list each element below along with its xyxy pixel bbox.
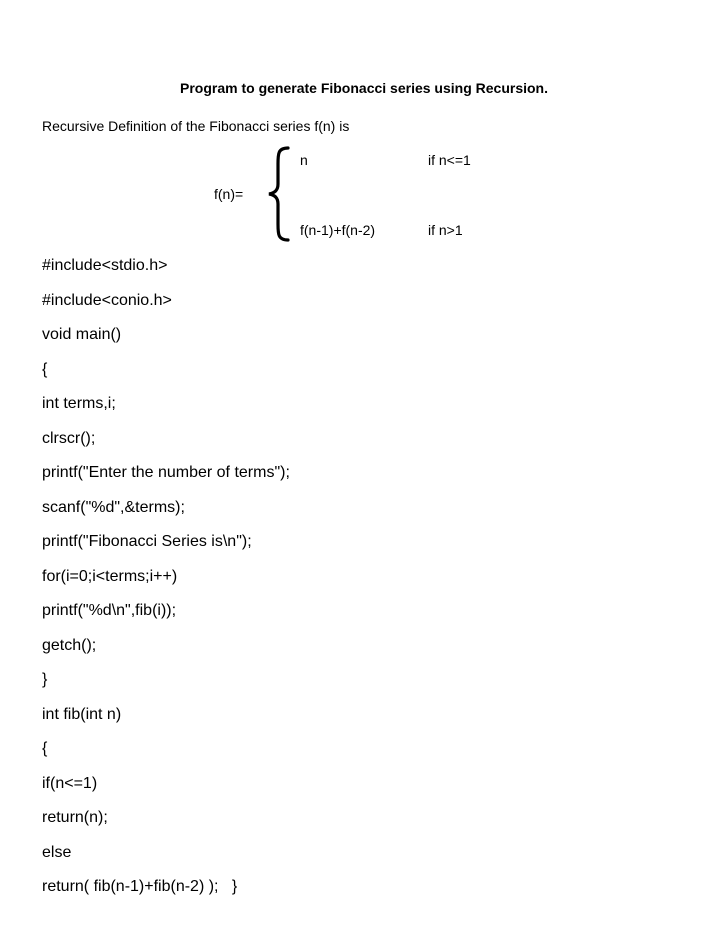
case-2-condition: if n>1 (428, 222, 463, 238)
code-listing (42, 256, 290, 912)
code-line: return(n); (42, 809, 108, 826)
code-line: #include<stdio.h> (42, 257, 168, 274)
case-1-condition: if n<=1 (428, 152, 471, 168)
code-line: { (42, 740, 48, 757)
code-line: return( fib(n-1)+fib(n-2) ); } (42, 878, 238, 895)
code-line: printf("Fibonacci Series is\n"); (42, 533, 252, 550)
code-line: } (42, 671, 48, 688)
left-brace-icon (266, 146, 294, 242)
code-line: { (42, 360, 48, 378)
code-line: scanf("%d",&terms); (42, 498, 185, 516)
code-line: clrscr(); (42, 429, 96, 447)
code-line: getch(); (42, 636, 97, 654)
code-line: printf("%d\n",fib(i)); (42, 602, 177, 619)
code-line: printf("Enter the number of terms"); (42, 464, 290, 481)
case-2-expression: f(n-1)+f(n-2) (300, 222, 376, 238)
code-line: else (42, 843, 72, 861)
page-title: Program to generate Fibonacci series using Recursion. (180, 80, 548, 96)
code-line: int fib(int n) (42, 705, 122, 723)
intro-text: Recursive Definition of the Fibonacci series f(n) is (42, 118, 350, 134)
code-line: int terms,i; (42, 395, 116, 412)
formula-label: f(n)= (214, 186, 244, 202)
code-line: if(n<=1) (42, 774, 98, 792)
code-line: void main() (42, 326, 122, 343)
case-1-expression: n (300, 152, 308, 168)
recursive-definition (0, 0, 728, 260)
code-line: for(i=0;i<terms;i++) (42, 567, 178, 585)
code-line: #include<conio.h> (42, 291, 172, 309)
